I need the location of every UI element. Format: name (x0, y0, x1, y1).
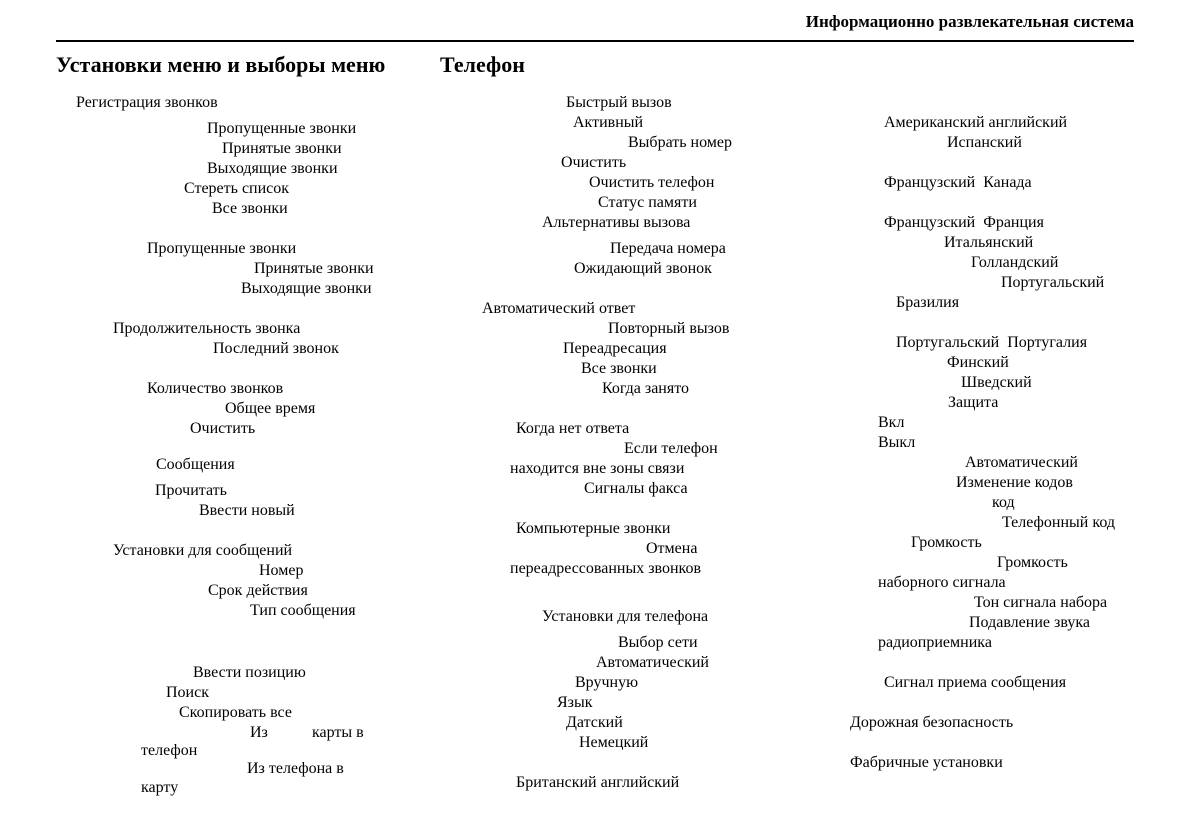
menu-item: Отмена (646, 540, 698, 557)
menu-item: Изменение кодов (956, 474, 1073, 491)
menu-item: Общее время (225, 400, 316, 417)
menu-item: Регистрация звонков (76, 94, 218, 111)
menu-item: Из (250, 724, 268, 741)
menu-item: Португальский Португалия (896, 334, 1088, 351)
menu-item: телефон (141, 742, 198, 759)
menu-item: Автоматический (596, 654, 709, 671)
menu-item: Португальский (1001, 274, 1105, 291)
menu-item: Телефонный код (1002, 514, 1115, 531)
menu-item: Когда занято (602, 380, 690, 397)
menu-item: Активный (573, 114, 644, 131)
menu-item: Язык (557, 694, 593, 711)
menu-item: Американский английский (884, 114, 1068, 131)
menu-item: Быстрый вызов (566, 94, 672, 111)
menu-item: Если телефон (624, 440, 718, 457)
subsection-title: Телефон (440, 52, 525, 77)
menu-item: находится вне зоны связи (510, 460, 685, 477)
menu-item: Статус памяти (598, 194, 697, 211)
menu-item: Передача номера (610, 240, 726, 257)
menu-item: Громкость (997, 554, 1068, 571)
section-title: Установки меню и выборы меню (56, 52, 386, 77)
menu-item: Сообщения (156, 456, 235, 473)
menu-item: Установки для телефона (542, 608, 709, 625)
menu-item: Пропущенные звонки (147, 240, 297, 257)
menu-item: Выбор сети (618, 634, 698, 651)
menu-item: Немецкий (579, 734, 649, 751)
menu-item: Тип сообщения (250, 602, 356, 619)
menu-item: Пропущенные звонки (207, 120, 357, 137)
menu-item: Фабричные установки (850, 754, 1003, 771)
header-divider (56, 40, 1134, 42)
menu-item: Сигнал приема сообщения (884, 674, 1067, 691)
menu-item: Итальянский (944, 234, 1034, 251)
menu-item: Французский Франция (884, 214, 1044, 231)
menu-item: Когда нет ответа (516, 420, 630, 437)
menu-item: Выбрать номер (628, 134, 733, 151)
menu-item: Альтернативы вызова (542, 214, 691, 231)
menu-item: Автоматический ответ (482, 300, 636, 317)
menu-item: Ожидающий звонок (574, 260, 712, 277)
menu-item: переадрессованных звонков (510, 560, 702, 577)
menu-item: Ввести позицию (193, 664, 306, 681)
menu-item: Скопировать все (179, 704, 292, 721)
menu-item: Продолжительность звонка (113, 320, 301, 337)
menu-item: радиоприемника (878, 634, 992, 651)
menu-item: Сигналы факса (584, 480, 688, 497)
menu-item: Принятые звонки (254, 260, 374, 277)
menu-item: Очистить (190, 420, 256, 437)
menu-item: Количество звонков (147, 380, 284, 397)
menu-item: Подавление звука (969, 614, 1090, 631)
menu-item: Очистить (561, 154, 627, 171)
menu-item: Шведский (961, 374, 1032, 391)
menu-item: Вкл (878, 414, 905, 431)
menu-item: Очистить телефон (589, 174, 715, 191)
menu-item: Автоматический (965, 454, 1078, 471)
menu-item: Прочитать (155, 482, 227, 499)
menu-item: Последний звонок (213, 340, 339, 357)
menu-item: Финский (947, 354, 1009, 371)
menu-item: Датский (566, 714, 623, 731)
menu-item: Ввести новый (199, 502, 295, 519)
menu-item: Испанский (947, 134, 1022, 151)
menu-item: Британский английский (516, 774, 680, 791)
menu-item: Дорожная безопасность (850, 714, 1014, 731)
document-header-title: Информационно развлекательная система (805, 12, 1134, 31)
menu-item: Выходящие звонки (241, 280, 372, 297)
menu-item: карты в (312, 724, 364, 741)
menu-item: Поиск (166, 684, 209, 701)
menu-item: Защита (948, 394, 999, 411)
menu-item: Громкость (911, 534, 982, 551)
menu-item: Выходящие звонки (207, 160, 338, 177)
menu-item: Установки для сообщений (113, 542, 293, 559)
menu-item: Голландский (971, 254, 1059, 271)
menu-item: Срок действия (208, 582, 308, 599)
menu-item: Номер (259, 562, 304, 579)
menu-item: Вручную (575, 674, 639, 691)
menu-item: Французский Канада (884, 174, 1032, 191)
menu-item: Повторный вызов (608, 320, 730, 337)
menu-item: Выкл (878, 434, 916, 451)
menu-item: Тон сигнала набора (974, 594, 1108, 611)
menu-item: Все звонки (212, 200, 288, 217)
menu-item: Все звонки (581, 360, 657, 377)
menu-item: Стереть список (184, 180, 290, 197)
menu-item: наборного сигнала (878, 574, 1006, 591)
menu-item: Из телефона в (247, 760, 344, 777)
menu-item: код (992, 494, 1015, 511)
menu-item: Компьютерные звонки (516, 520, 671, 537)
menu-item: карту (141, 779, 179, 796)
menu-item: Бразилия (896, 294, 960, 311)
menu-item: Переадресация (563, 340, 667, 357)
menu-item: Принятые звонки (222, 140, 342, 157)
